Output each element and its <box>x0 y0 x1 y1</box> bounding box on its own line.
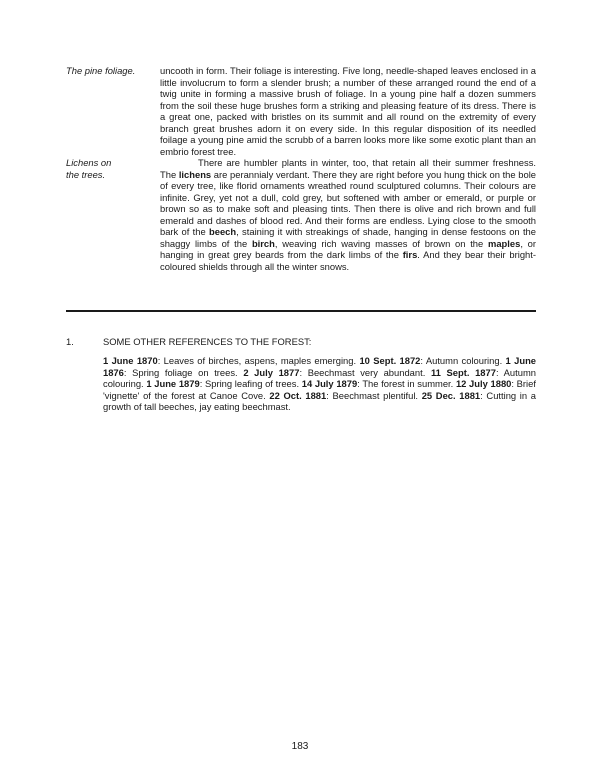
footnote-entry-text: : Leaves of birches, aspens, maples emerging. <box>157 355 360 366</box>
margin-note-lichens-line2: the trees. <box>66 168 106 180</box>
footnote-entry-text: : Spring foliage on trees. <box>123 366 244 378</box>
term-birch: birch <box>251 237 275 249</box>
paragraph-1-text: uncooth in form. Their foliage is interesting. Five long, needle-shaped leaves enclosed in a little involucrum to form a slender brush; a number of these arranged round the end of a twig unite in forming a massive brush of foliage. In a young pine half a dozen summers from the soil these huge brushes form a striking and pleasing feature of its dress. There is a great one, packed with bristles on its summit and all round on the extremity of every branch great brushes adorn it on every side. In this regular disposition of its needled foilage a young pine amid the scrubb of a barren looks more like some exotic plant than an embrio forest tree. <box>160 65 536 157</box>
p2-segment-5: , or hanging in great grey beards from the dark limbs of the <box>160 237 536 260</box>
footnote-entry-text: : Beechmast plentiful. <box>326 389 422 401</box>
footnote-number: 1. <box>66 336 74 347</box>
footnote-entry-date: 11 Sept. 1877 <box>430 366 496 378</box>
footnote-divider <box>66 310 536 312</box>
footnote-entry-date: 22 Oct. 1881 <box>269 389 327 401</box>
footnote-entry-text: : Autumn colouring. <box>420 355 506 366</box>
p2-segment-3: , staining it with streakings of shade, hanging in dense festoons on the shaggy limbs of the <box>160 226 536 249</box>
margin-note-pine-foliage: The pine foliage. <box>66 65 136 76</box>
paragraph-2-text <box>160 157 536 272</box>
footnote-entry <box>243 367 431 378</box>
footnote-entry-text: : Spring leafing of trees. <box>199 378 302 389</box>
p2-segment-2: are perannialy verdant. There they are right before you hung thick on the bole of every tree, like florid ornaments wreathed round sculptured columns. Their colours are infinite. Grey, yet not a dull, cold grey, but softened with amber or emerald, or purple or brown so as to make soft and pleasing tints. Then there is olive and rich brown and full emerald and dashes of blood red. And their forms are endless. Lying close to the smooth bark of the <box>160 168 536 237</box>
footnote-entry-text: : Brief 'vignette' of the forest at Canoe Cove. <box>103 378 536 401</box>
footnote-entry <box>359 355 505 366</box>
paragraph-pine-foliage <box>160 65 536 157</box>
term-maples: maples <box>488 237 521 249</box>
page-number: 183 <box>291 741 309 752</box>
footnote-body <box>103 355 536 413</box>
paragraph-lichens <box>160 157 536 272</box>
footnote-entry-text: : The forest in summer. <box>357 378 456 389</box>
footnote-entry-date: 1 June 1879 <box>146 378 200 389</box>
footnote-heading: SOME OTHER REFERENCES TO THE FOREST: <box>103 336 312 347</box>
term-firs: firs <box>402 249 418 260</box>
term-beech: beech <box>209 226 237 237</box>
footnote-entry-date: 14 July 1879 <box>301 378 358 389</box>
footnote-entry-date: 25 Dec. 1881 <box>421 389 481 401</box>
footnote-entry <box>103 355 359 366</box>
p2-segment-1: There are humbler plants in winter, too, that retain all their summer freshness. The <box>160 157 536 180</box>
footnote-entry-date: 2 July 1877 <box>243 366 300 378</box>
footnote-entry-date: 1 June 1870 <box>103 355 158 366</box>
p2-segment-6: . And they bear their bright-coloured shields through all the winter snows. <box>160 249 536 272</box>
footnote-entry-text: : Beechmast very abundant. <box>299 366 431 378</box>
footnote-entry-date: 1 June 1876 <box>103 355 537 378</box>
p2-segment-4: , weaving rich waving masses of brown on the <box>274 237 488 249</box>
footnote-entry <box>146 378 301 389</box>
footnote-entry <box>269 390 421 401</box>
margin-note-lichens <box>66 157 156 180</box>
margin-note-lichens-line1: Lichens on <box>66 157 112 168</box>
footnote-entry-text: : Autumn colouring. <box>103 366 536 389</box>
footnote-entry-date: 10 Sept. 1872 <box>359 355 421 366</box>
term-lichens: lichens <box>178 168 212 180</box>
footnote-entry-text: : Cutting in a growth of tall beeches, jay eating beechmast. <box>103 389 536 412</box>
footnote-entry <box>302 378 456 389</box>
footnote-entry-date: 12 July 1880 <box>455 378 512 389</box>
